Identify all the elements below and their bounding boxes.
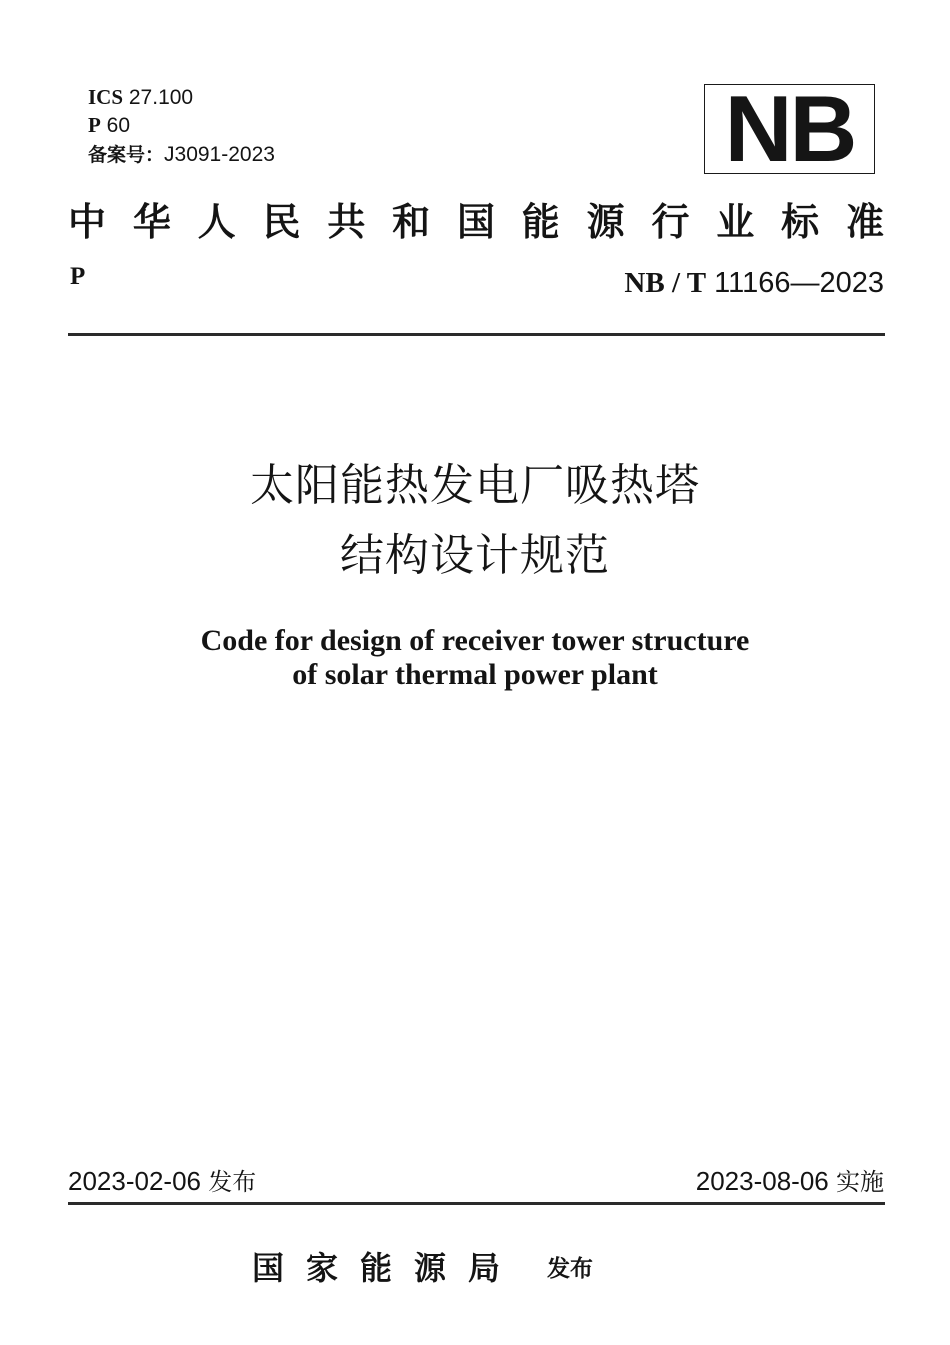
industry-title-char: 共 <box>327 199 366 244</box>
filing-value: J3091-2023 <box>164 143 275 166</box>
filing-label: 备案号： <box>88 144 165 166</box>
standard-number-value: 11166—2023 <box>714 267 884 299</box>
title-en-line-2: of solar thermal power plant <box>292 658 658 691</box>
ccs-code <box>88 113 130 138</box>
ccs-label: P <box>88 113 101 137</box>
implement-date-value: 2023-08-06 <box>695 1166 829 1196</box>
industry-title-char: 人 <box>197 199 236 244</box>
industry-title-char: 行 <box>651 199 690 244</box>
standard-number <box>624 266 884 300</box>
industry-title-char: 民 <box>262 199 301 244</box>
title-cn-line-1: 太阳能热发电厂吸热塔 <box>250 460 700 511</box>
publish-label: 发布 <box>208 1168 257 1196</box>
industry-title-char: 国 <box>456 199 495 244</box>
ics-value: 27.100 <box>128 86 194 109</box>
industry-title-char: 业 <box>716 199 755 244</box>
ics-code <box>88 85 193 110</box>
standard-number-prefix: NB / T <box>624 267 707 299</box>
industry-title-char: 准 <box>845 199 884 244</box>
implement-date <box>696 1163 884 1200</box>
publish-date <box>68 1163 256 1200</box>
implement-label: 实施 <box>836 1168 884 1196</box>
industry-title-char: 标 <box>781 199 820 244</box>
ccs-value: 60 <box>106 114 131 137</box>
industry-title-char: 源 <box>586 199 625 244</box>
issuer-name: 国家能源局 <box>252 1249 523 1287</box>
industry-title-char: 华 <box>132 199 171 244</box>
industry-standard-title <box>68 196 884 248</box>
industry-title-char: 能 <box>521 199 560 244</box>
title-cn-line-2: 结构设计规范 <box>340 530 610 581</box>
issuer-action: 发布 <box>547 1256 593 1282</box>
ics-label: ICS <box>88 85 124 109</box>
top-divider <box>68 333 885 336</box>
filing-number <box>88 143 275 167</box>
bottom-divider <box>68 1202 885 1205</box>
industry-title-char: 中 <box>68 199 107 244</box>
nb-logo-text: NB <box>724 76 855 181</box>
category-letter: P <box>70 263 86 290</box>
nb-logo <box>704 76 875 181</box>
industry-title-char: 和 <box>392 199 431 244</box>
publish-date-value: 2023-02-06 <box>68 1166 201 1196</box>
title-en-line-1: Code for design of receiver tower structure <box>200 624 750 657</box>
